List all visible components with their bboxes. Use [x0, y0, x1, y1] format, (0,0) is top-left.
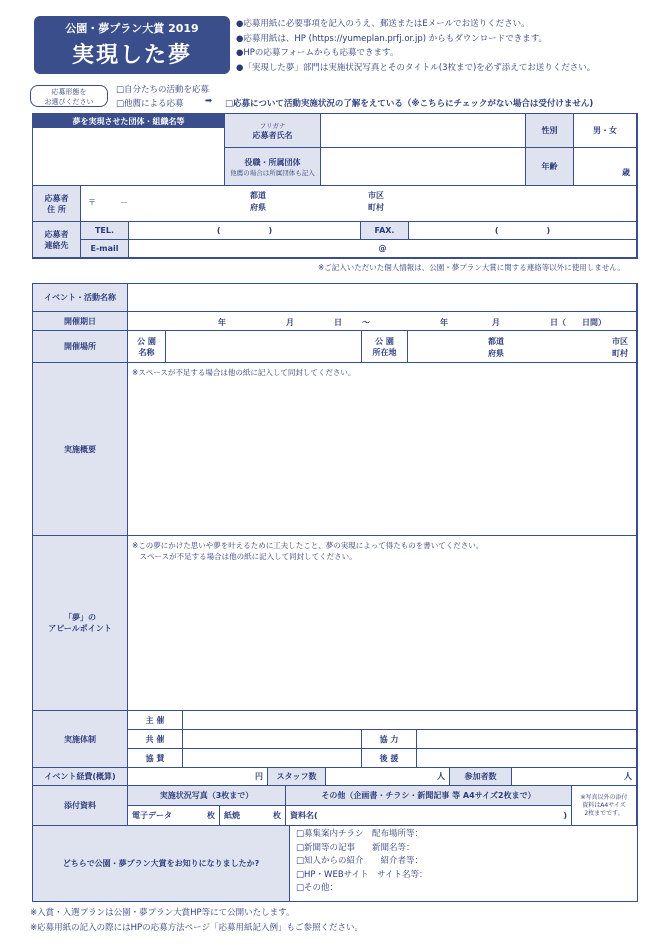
period-tilde: ～ — [362, 318, 370, 327]
fax-label: FAX. — [361, 222, 409, 240]
title-banner — [34, 16, 230, 74]
source-newspaper[interactable]: □新聞等の記事 新聞名等： — [296, 842, 415, 853]
option-recommend[interactable]: □他薦による応募 — [116, 99, 184, 109]
note-2: ●応募用紙は、HP (https://yumeplan.prfj.or.jp) からもダウンロードできます。 — [236, 33, 548, 44]
award-subtitle: 公園・夢プラン大賞 2019 — [65, 22, 199, 35]
name-label-cell — [225, 114, 321, 148]
appeal-label — [33, 536, 128, 711]
source-question: どちらで公園・夢プラン大賞をお知りになりましたか? — [33, 826, 290, 901]
appeal-note-1: ※この夢にかけた思いや夢を叶えるために工夫したこと、夢の実現によって得たものを書いてください。 — [132, 541, 484, 550]
attach-note-2: 資料はA4サイズ — [582, 801, 626, 809]
source-referral[interactable]: □知人からの紹介 紹介者等： — [296, 856, 424, 866]
support-label: 後 援 — [362, 749, 417, 768]
summary-label: 実施概要 — [33, 363, 128, 536]
staff-field[interactable] — [326, 768, 450, 786]
cohost-label: 共 催 — [128, 730, 183, 749]
paper-count[interactable] — [220, 806, 286, 826]
place-pref-2: 府県 — [488, 349, 504, 358]
event-name-label: イベント・活動名称 — [33, 284, 128, 312]
address-label-1: 応募者 — [44, 193, 69, 203]
note-1: ●応募用紙に必要事項を記入のうえ、郵送またはEメールでお送りください。 — [236, 19, 530, 29]
source-other[interactable]: □その他： — [296, 883, 339, 893]
footer-notes — [30, 906, 363, 936]
age-unit: 歳 — [622, 168, 630, 177]
footer-note-1: ※入賞・入選プランは公園・夢プラン大賞HP等にて公開いたします。 — [30, 908, 295, 918]
participants-label: 参加者数 — [450, 768, 512, 786]
end-year-label: 年 — [440, 318, 448, 327]
park-location-label — [362, 331, 408, 363]
attach-label: 添付資料 — [33, 786, 128, 826]
park-name-label-2: 名称 — [138, 347, 155, 357]
privacy-note: ※ご記入いただいた個人情報は、公園・夢プラン大賞に関する連絡等以外に使用しません。 — [318, 263, 625, 272]
address-city-1: 市区 — [368, 191, 384, 200]
coop-label: 協 力 — [362, 730, 417, 749]
attach-note-3: 2枚までです。 — [584, 809, 624, 817]
period-label: 開催期日 — [33, 312, 128, 331]
form-type-label-2: お選びください — [44, 98, 94, 106]
attach-note — [572, 786, 637, 826]
electronic-unit: 枚 — [207, 811, 215, 820]
address-city-2: 町村 — [368, 203, 384, 212]
end-day-label: 日（ 日間） — [550, 318, 606, 327]
support-field[interactable] — [417, 749, 637, 768]
start-month-label: 月 — [286, 318, 294, 327]
note-3: ●HPの応募フォームからも応募できます。 — [236, 48, 399, 58]
appeal-field[interactable] — [128, 536, 637, 711]
coop-field[interactable] — [417, 730, 637, 749]
address-pref-2: 府県 — [250, 203, 266, 212]
age-field[interactable] — [574, 148, 637, 186]
footer-note-2: ※応募用紙の記入の際にはHPの応募方法ページ「応募用紙記入例」もご参照ください。 — [30, 923, 363, 933]
photos-label: 実施状況写真（3枚まで） — [128, 786, 286, 806]
host-field[interactable] — [183, 711, 637, 730]
electronic-label: 電子データ — [132, 811, 172, 820]
name-field[interactable] — [321, 114, 526, 148]
material-close-paren: ) — [563, 811, 567, 820]
role-field[interactable] — [321, 148, 526, 186]
option-self[interactable]: □自分たちの活動を応募 — [116, 85, 210, 95]
cost-field[interactable] — [128, 768, 268, 786]
source-flyer[interactable]: □募集案内チラシ 配布場所等： — [296, 829, 424, 839]
participants-field[interactable] — [512, 768, 637, 786]
org-label: 夢を実現させた団体・組織名等 — [33, 114, 225, 128]
arrow-icon: ➡ — [205, 96, 213, 106]
place-city-1: 市区 — [612, 337, 628, 346]
material-name-field[interactable] — [286, 806, 572, 826]
email-field[interactable]: @ — [129, 240, 637, 258]
postal-code: 〒 － — [88, 198, 128, 207]
role-label-cell — [225, 148, 321, 186]
contact-label-2: 連絡先 — [44, 240, 69, 250]
org-field[interactable] — [33, 128, 225, 186]
tel-label: TEL. — [81, 222, 129, 240]
address-label-2: 住 所 — [47, 204, 66, 214]
paper-label: 紙焼 — [224, 811, 240, 820]
note-4: ●「実現した夢」部門は実施状況写真とそのタイトル(3枚まで)を必ず添えてお送りください。 — [236, 62, 596, 73]
place-label: 開催場所 — [33, 331, 128, 363]
staff-label: スタッフ数 — [268, 768, 326, 786]
source-options — [296, 828, 427, 896]
form-type-label — [30, 85, 108, 107]
place-city-2: 町村 — [612, 349, 628, 358]
role-label: 役職・所属団体 — [244, 157, 301, 167]
staff-unit: 人 — [437, 772, 445, 781]
host-label: 主 催 — [128, 711, 183, 730]
sponsor-field[interactable] — [183, 749, 362, 768]
role-note: 他薦の場合は所属団体も記入 — [230, 168, 315, 177]
option-consent[interactable]: □応募について活動実施状況の了解をえている（※こちらにチェックがない場合は受付けません) — [225, 99, 594, 109]
tel-field[interactable]: ( ) — [129, 222, 361, 240]
address-label-cell — [33, 186, 81, 222]
event-name-field[interactable] — [128, 284, 637, 312]
appeal-label-1: 「夢」の — [64, 613, 96, 622]
end-month-label: 月 — [492, 318, 500, 327]
appeal-note-2: スペースが不足する場合は他の紙に記入して同封してください。 — [132, 552, 357, 561]
sponsor-label: 協 賛 — [128, 749, 183, 768]
gender-select[interactable]: 男・女 — [574, 114, 637, 148]
park-location-field[interactable] — [408, 331, 637, 363]
electronic-count[interactable] — [128, 806, 220, 826]
park-name-label — [128, 331, 166, 363]
paper-unit: 枚 — [273, 811, 281, 820]
participants-unit: 人 — [624, 772, 632, 781]
material-name-label: 資料名( — [290, 811, 318, 820]
park-name-field[interactable] — [166, 331, 362, 363]
system-label: 実施体制 — [33, 711, 128, 768]
page-title: 実現した夢 — [71, 43, 192, 68]
summary-field[interactable] — [128, 363, 637, 536]
age-label: 年齢 — [526, 148, 574, 186]
contact-label-cell — [33, 222, 81, 258]
park-name-label-1: 公 園 — [137, 336, 156, 346]
cost-label: イベント経費(概算) — [33, 768, 128, 786]
yen-unit: 円 — [255, 772, 263, 781]
name-label: 応募者氏名 — [252, 130, 293, 140]
attach-note-1: ※写真以外の添付 — [580, 793, 628, 801]
address-pref-1: 都道 — [250, 191, 266, 200]
appeal-label-2: アピールポイント — [48, 624, 112, 633]
source-web[interactable]: □HP・WEBサイト サイト名等： — [296, 869, 428, 880]
furigana-label: フリガナ — [259, 121, 286, 130]
instructions — [236, 17, 595, 75]
other-attach-label: その他（企画書・チラシ・新聞記事 等 A4サイズ2枚まで） — [286, 786, 572, 806]
start-day-label: 日 — [334, 318, 342, 327]
address-field[interactable] — [81, 186, 637, 222]
gender-label: 性別 — [526, 114, 574, 148]
place-pref-1: 都道 — [488, 337, 504, 346]
park-location-label-1: 公 園 — [375, 336, 394, 346]
park-location-label-2: 所在地 — [372, 347, 397, 357]
contact-label-1: 応募者 — [44, 229, 69, 239]
start-year-label: 年 — [218, 318, 226, 327]
fax-field[interactable]: ( ) — [409, 222, 637, 240]
cohost-field[interactable] — [183, 730, 362, 749]
summary-note: ※スペースが不足する場合は他の紙に記入して同封してください。 — [132, 368, 356, 377]
form-type-label-1: 応募形態を — [51, 88, 87, 96]
email-label: E-mail — [81, 240, 129, 258]
